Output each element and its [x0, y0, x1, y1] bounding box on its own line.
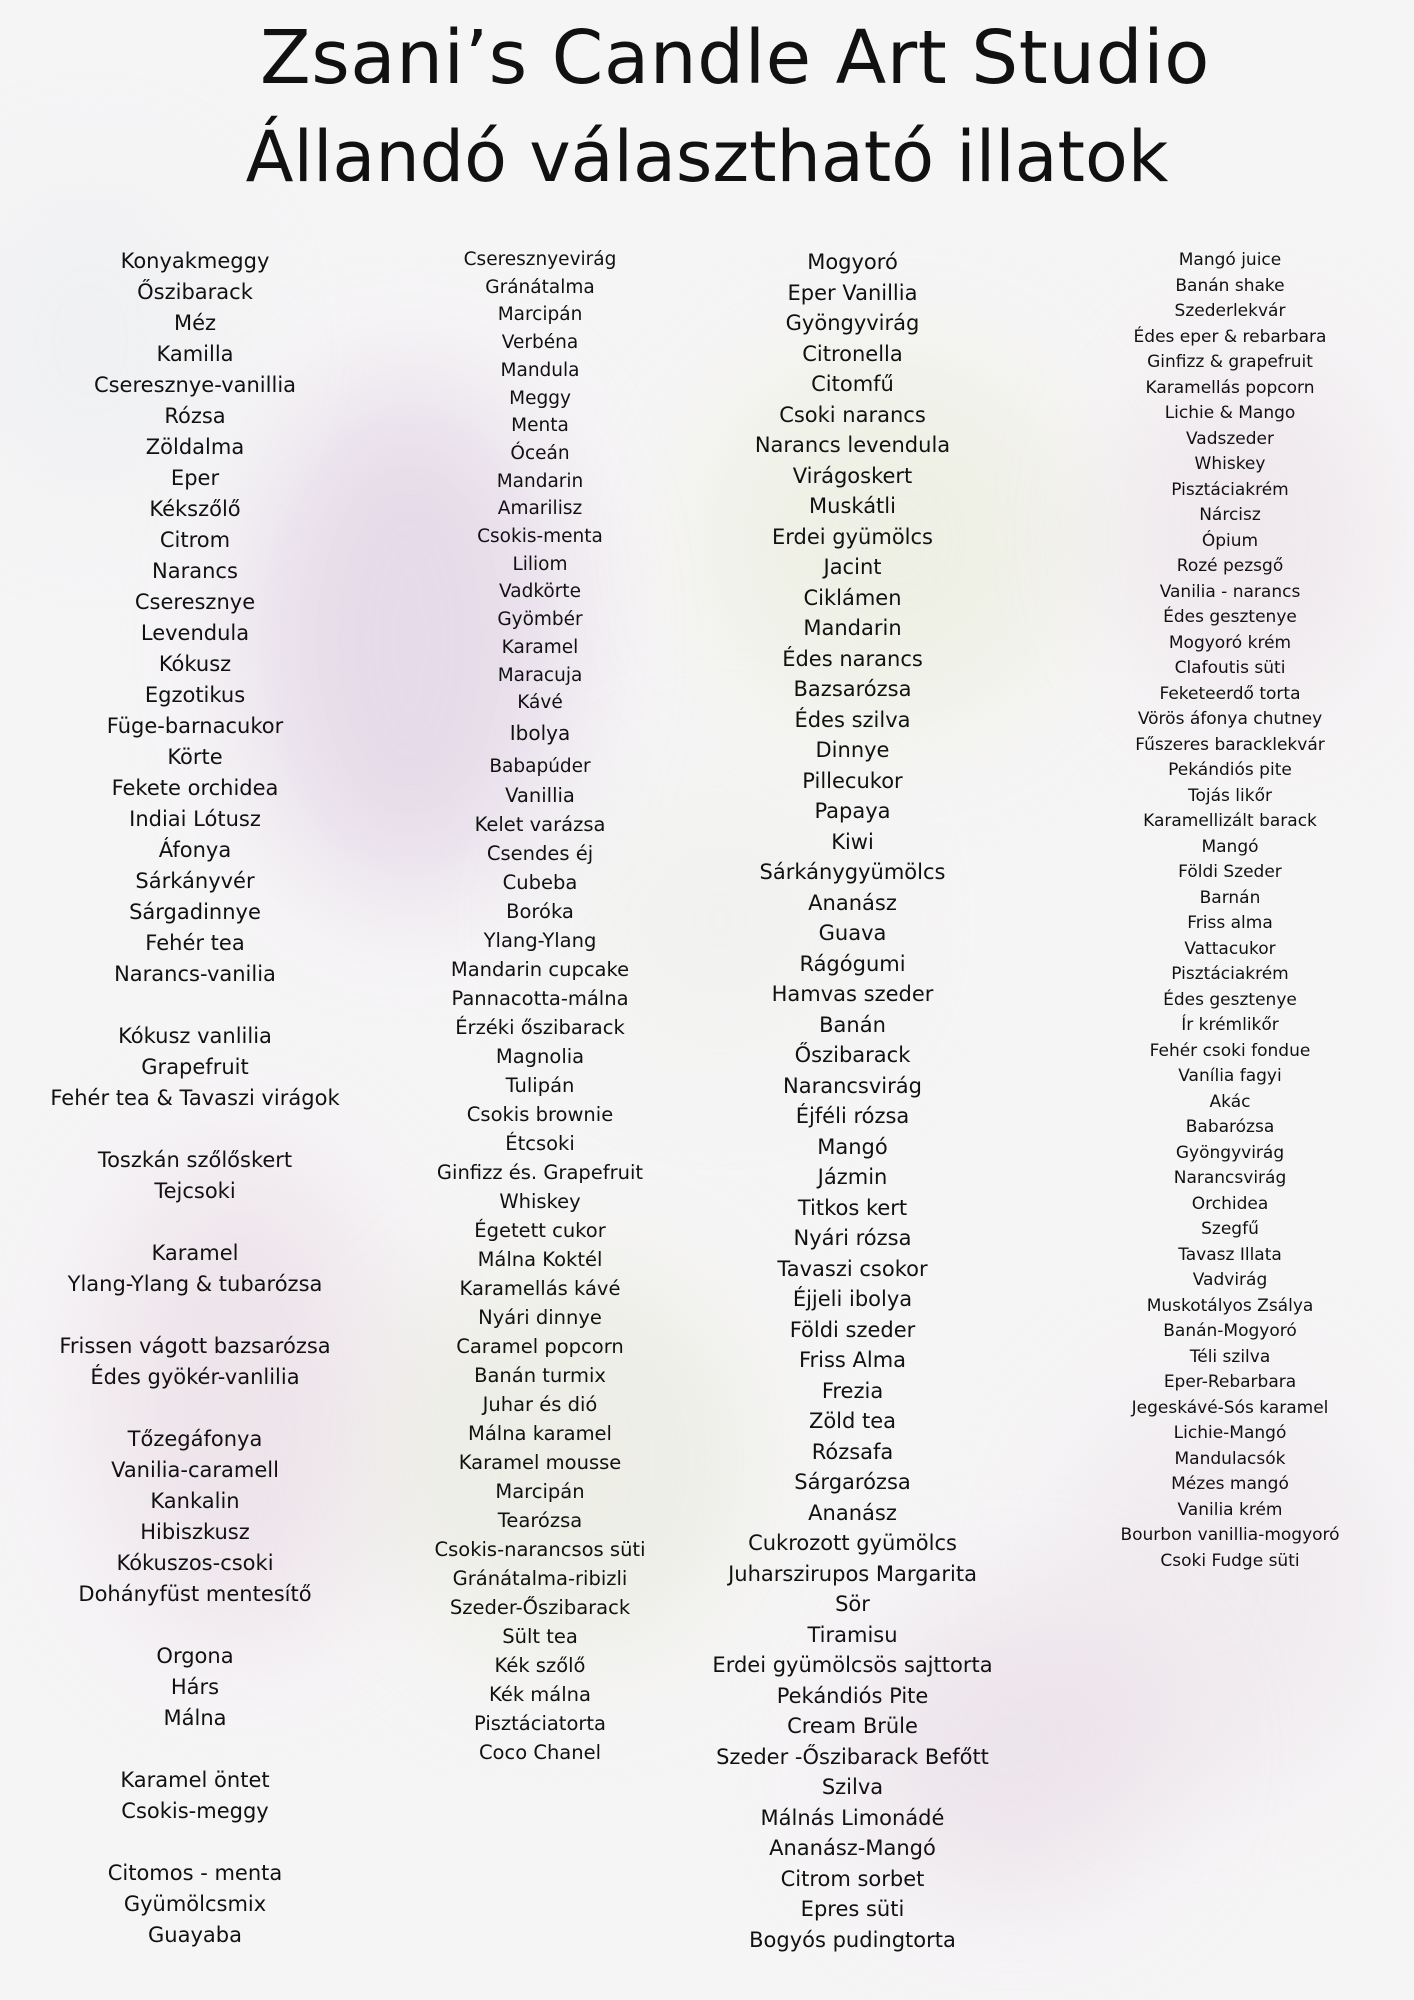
scent-item: Eper — [170, 466, 220, 490]
scent-item: Mandula — [500, 359, 580, 381]
scent-item: Gyöngyvirág — [1175, 1142, 1285, 1163]
scent-item: Pekándiós Pite — [776, 1683, 929, 1708]
scent-item: Vanilia krém — [1177, 1499, 1283, 1520]
scent-item: Kankalin — [150, 1489, 240, 1513]
scent-item: Őszibarack — [794, 1043, 911, 1067]
scent-item: Sárkánygyümölcs — [759, 860, 946, 884]
scent-item: Orgona — [156, 1644, 234, 1668]
scent-item: Ciklámen — [803, 585, 902, 610]
scent-item: Málnás Limonádé — [760, 1805, 945, 1830]
scent-item: Ylang-Ylang & tubarózsa — [67, 1272, 323, 1296]
scent-item: Szegfű — [1201, 1219, 1259, 1239]
scent-item: Málna Koktél — [477, 1247, 603, 1271]
scent-item: Fekete orchidea — [111, 776, 279, 800]
scent-item: Caramel popcorn — [456, 1334, 624, 1358]
scent-item: Égetett cukor — [474, 1218, 606, 1242]
scent-item: Verbéna — [501, 332, 579, 354]
scent-item: Tavaszi csokor — [777, 1256, 928, 1281]
scent-item: Bourbon vanillia-mogyoró — [1120, 1525, 1340, 1545]
scent-item: Földi Szeder — [1178, 862, 1282, 882]
scent-item: Mogyoró — [807, 250, 898, 274]
scent-item: Sárgarózsa — [794, 1470, 911, 1494]
scent-item: Cseresznyevirág — [463, 249, 617, 270]
scent-item: Cseresznye-vanillia — [93, 373, 297, 397]
scent-item: Karamellás popcorn — [1145, 377, 1315, 398]
scent-item: Gránátalma-ribizli — [452, 1566, 628, 1590]
scent-item: Mandulacsók — [1174, 1448, 1286, 1469]
scent-item: Banán shake — [1175, 275, 1285, 296]
scent-item: Narancs levendula — [754, 433, 951, 457]
scent-item: Eper-Rebarbara — [1163, 1372, 1297, 1392]
scent-item: Gyümölcsmix — [123, 1892, 267, 1916]
scent-item: Whiskey — [499, 1189, 581, 1213]
scent-item: Rozé pezsgő — [1176, 556, 1284, 576]
scent-item: Sárkányvér — [135, 869, 255, 893]
page-subtitle: Állandó választható illatok — [245, 116, 1169, 198]
scent-item: Narancsvirág — [1173, 1168, 1287, 1188]
scent-item: Lichie & Mango — [1164, 403, 1296, 423]
scent-item: Jegeskávé-Sós karamel — [1131, 1397, 1329, 1418]
scent-item: Tojás likőr — [1188, 785, 1272, 806]
scent-item: Szeder -Őszibarack Befőtt — [716, 1744, 989, 1769]
scent-item: Szeder-Őszibarack — [449, 1595, 631, 1619]
scent-item: Meggy — [509, 387, 571, 409]
scent-column-3 — [695, 247, 1010, 1955]
scent-item: Éjféli rózsa — [795, 1104, 910, 1128]
scent-item: Virágoskert — [792, 463, 913, 488]
scent-item: Földi szeder — [789, 1317, 916, 1342]
scent-item: Mandarin — [803, 616, 902, 640]
scent-item: Friss Alma — [798, 1348, 907, 1372]
scent-item: Nyári dinnye — [478, 1305, 602, 1329]
scent-item: Édes gesztenye — [1163, 607, 1297, 627]
scent-item: Rágógumi — [799, 951, 906, 976]
scent-item: Karamel öntet — [120, 1768, 270, 1792]
scent-item: Mandarin cupcake — [450, 957, 630, 981]
scent-item: Tavasz Illata — [1178, 1244, 1282, 1265]
scent-item: Pillecukor — [802, 768, 903, 793]
page-title: Zsani’s Candle Art Studio — [260, 15, 1210, 101]
scent-item: Mandarin — [496, 470, 584, 492]
scent-item: Vanilia - narancs — [1159, 581, 1301, 602]
scent-item: Coco Chanel — [478, 1740, 602, 1764]
scent-item: Vadszeder — [1186, 428, 1274, 449]
scent-item: Kiwi — [831, 829, 874, 854]
scent-item: Ananász — [808, 890, 897, 915]
scent-item: Juharszirupos Margarita — [728, 1561, 977, 1586]
scent-item: Pisztáciakrém — [1171, 964, 1289, 984]
scent-item: Citomos - menta — [107, 1861, 283, 1885]
scent-item: Hamvas szeder — [771, 982, 934, 1006]
scent-item: Málna — [163, 1706, 227, 1730]
scent-item: Édes szilva — [794, 707, 911, 732]
scent-item: Tearózsa — [497, 1508, 583, 1532]
scent-item: Tejcsoki — [154, 1179, 236, 1203]
scent-item: Epres süti — [800, 1897, 905, 1921]
scent-item: Édes narancs — [782, 646, 923, 671]
scent-item: Gránátalma — [485, 276, 595, 298]
scent-item: Édes eper & rebarbara — [1133, 326, 1327, 347]
scent-item: Fehér tea — [145, 931, 245, 955]
scent-item: Citrom — [159, 528, 231, 552]
scent-item: Barnán — [1199, 887, 1261, 908]
scent-item: Mangó — [1201, 836, 1259, 857]
scent-item: Citronella — [802, 341, 903, 366]
scent-item: Rózsafa — [811, 1439, 894, 1464]
scent-item: Ibolya — [509, 720, 571, 745]
scent-item: Amarilisz — [497, 498, 583, 520]
scent-item: Grapefruit — [141, 1055, 249, 1079]
scent-item: Citomfű — [811, 372, 894, 396]
scent-item: Ír krémlikőr — [1181, 1015, 1279, 1035]
scent-item: Áfonya — [158, 838, 232, 862]
scent-item: Nyári rózsa — [793, 1226, 912, 1250]
scent-item: Édes gesztenye — [1163, 989, 1297, 1010]
scent-item: Tulipán — [505, 1073, 575, 1097]
scent-item: Mangó — [817, 1134, 888, 1159]
scent-item: Mézes mangó — [1171, 1474, 1289, 1494]
scent-item: Óceán — [510, 442, 570, 464]
scent-item: Narancsvirág — [783, 1073, 922, 1098]
scent-item: Pannacotta-málna — [451, 986, 629, 1010]
scent-item: Rózsa — [164, 404, 226, 428]
scent-item: Érzéki őszibarack — [455, 1015, 625, 1039]
scent-item: Frezia — [821, 1378, 884, 1403]
scent-item: Vanillia — [505, 783, 575, 807]
scent-item: Szederlekvár — [1174, 301, 1286, 321]
scent-item: Étcsoki — [505, 1131, 575, 1155]
scent-item: Cubeba — [502, 870, 578, 894]
scent-item: Magnolia — [495, 1044, 585, 1068]
scent-item: Ananász-Mangó — [769, 1836, 936, 1860]
scent-item: Hibiszkusz — [140, 1520, 250, 1544]
scent-item: Csokis-menta — [477, 526, 603, 548]
scent-item: Akác — [1209, 1091, 1251, 1112]
scent-item: Narancs — [152, 559, 238, 583]
scent-item: Cukrozott gyümölcs — [748, 1531, 957, 1555]
scent-item: Ylang-Ylang — [483, 928, 597, 952]
scent-column-4 — [1080, 248, 1380, 1574]
scent-item: Jázmin — [817, 1165, 888, 1189]
scent-item: Narancs-vanilia — [114, 962, 276, 986]
scent-item: Édes gyökér-vanlilia — [90, 1365, 300, 1389]
scent-item: Ginfizz és. Grapefruit — [436, 1160, 644, 1184]
scent-item: Fűszeres baracklekvár — [1135, 734, 1325, 755]
scent-item: Gyöngyvirág — [785, 311, 920, 335]
scent-item: Papaya — [814, 799, 891, 823]
scent-item: Toszkán szőlőskert — [97, 1148, 293, 1172]
scent-column-2 — [380, 246, 700, 1767]
scent-item: Tőzegáfonya — [127, 1427, 263, 1451]
scent-item: Maracuja — [497, 664, 583, 686]
scent-item: Füge-barnacukor — [106, 714, 284, 738]
scent-item: Banán — [819, 1012, 886, 1037]
scent-item: Ananász — [808, 1500, 897, 1525]
scent-item: Vadvirág — [1192, 1270, 1268, 1290]
scent-item: Guava — [818, 921, 887, 945]
scent-item: Friss alma — [1187, 913, 1273, 933]
scent-item: Marcipán — [495, 1479, 585, 1503]
scent-item: Eper Vanillia — [787, 280, 918, 305]
scent-item: Dohányfüst mentesítő — [78, 1582, 312, 1606]
scent-item: Whiskey — [1194, 454, 1266, 474]
scent-item: Erdei gyümölcsös sajttorta — [712, 1653, 993, 1677]
scent-item: Kókusz — [158, 652, 232, 676]
scent-item: Vattacukor — [1184, 938, 1276, 959]
scent-item: Menta — [511, 415, 569, 437]
scent-item: Guayaba — [148, 1923, 242, 1947]
scent-item: Karamellás kávé — [459, 1276, 621, 1300]
scent-item: Banán-Mogyoró — [1163, 1321, 1297, 1341]
scent-item: Titkos kert — [797, 1195, 908, 1220]
scent-item: Egzotikus — [144, 683, 246, 707]
scent-item: Levendula — [140, 621, 250, 645]
scent-item: Clafoutis süti — [1174, 658, 1286, 678]
scent-item: Cream Brüle — [787, 1714, 918, 1738]
scent-item: Nárcisz — [1199, 505, 1261, 525]
scent-item: Fehér csoki fondue — [1149, 1040, 1311, 1061]
scent-item: Fehér tea & Tavaszi virágok — [50, 1086, 340, 1110]
scent-item: Téli szilva — [1189, 1346, 1271, 1367]
scent-item: Bazsarózsa — [793, 677, 912, 701]
scent-item: Zöld tea — [808, 1409, 897, 1433]
scent-item: Ginfizz & grapefruit — [1147, 352, 1313, 372]
scent-item: Karamel mousse — [458, 1450, 622, 1474]
scent-item: Juhar és dió — [482, 1392, 598, 1416]
scent-item: Körte — [167, 745, 223, 769]
scent-item: Jacint — [823, 555, 882, 579]
scent-item: Kékszőlő — [149, 497, 241, 521]
scent-item: Csokis-narancsos süti — [434, 1537, 646, 1561]
scent-item: Éjjeli ibolya — [792, 1287, 913, 1311]
scent-item: Konyakmeggy — [120, 249, 270, 273]
scent-item: Citrom sorbet — [780, 1866, 925, 1891]
scent-item: Sárgadinnye — [129, 900, 261, 924]
scent-item: Pisztáciakrém — [1171, 479, 1289, 500]
scent-item: Kókuszos-csoki — [116, 1551, 274, 1575]
scent-item: Sült tea — [502, 1624, 578, 1648]
scent-item: Hárs — [170, 1675, 220, 1699]
scent-item: Pisztáciatorta — [473, 1711, 606, 1735]
scent-item: Őszibarack — [137, 280, 253, 304]
scent-item: Muskátli — [809, 494, 896, 518]
scent-column-1 — [20, 246, 370, 1951]
scent-item: Kamilla — [156, 342, 234, 366]
scent-item: Vadkörte — [499, 581, 581, 603]
scent-item: Csoki narancs — [779, 402, 926, 427]
scent-item: Málna karamel — [468, 1421, 612, 1445]
scent-item: Lichie-Mangó — [1173, 1423, 1287, 1443]
scent-item: Vanilia-caramell — [111, 1458, 279, 1482]
scent-item: Babarózsa — [1185, 1117, 1275, 1137]
scent-item: Csokis brownie — [466, 1102, 614, 1126]
scent-item: Vörös áfonya chutney — [1137, 709, 1323, 729]
scent-item: Kávé — [517, 692, 563, 714]
scent-item: Banán turmix — [474, 1363, 606, 1387]
scent-item: Mogyoró krém — [1168, 632, 1292, 653]
scent-item: Tiramisu — [807, 1622, 898, 1647]
scent-item: Boróka — [506, 899, 574, 923]
scent-item: Szilva — [821, 1775, 884, 1799]
scent-item: Gyömbér — [497, 609, 583, 631]
scent-item: Zöldalma — [145, 435, 245, 459]
scent-item: Kék málna — [489, 1682, 591, 1706]
scent-item: Karamel — [501, 636, 579, 658]
scent-item: Dinnye — [815, 738, 890, 762]
scent-item: Pekándiós pite — [1168, 760, 1292, 780]
scent-item: Mangó juice — [1178, 250, 1282, 270]
scent-item: Kelet varázsa — [474, 812, 606, 836]
scent-item: Indiai Lótusz — [129, 807, 261, 831]
scent-item: Vanília fagyi — [1178, 1066, 1282, 1086]
scent-item: Muskotályos Zsálya — [1146, 1295, 1314, 1316]
scent-item: Cseresznye — [134, 590, 256, 614]
scent-item: Csoki Fudge süti — [1160, 1550, 1300, 1571]
scent-item: Kék szőlő — [494, 1653, 586, 1677]
scent-item: Liliom — [512, 553, 568, 575]
scent-item: Karamellizált barack — [1143, 811, 1317, 831]
scent-item: Csendes éj — [486, 841, 594, 865]
scent-item: Bogyós pudingtorta — [749, 1927, 956, 1952]
scent-item: Frissen vágott bazsarózsa — [59, 1334, 331, 1358]
scent-item: Kókusz vanlilia — [118, 1024, 272, 1048]
scent-item: Orchidea — [1191, 1193, 1269, 1214]
scent-item: Erdei gyümölcs — [772, 524, 933, 549]
scent-item: Ópium — [1201, 530, 1259, 551]
scent-item: Sör — [835, 1592, 870, 1616]
scent-item: Karamel — [151, 1241, 239, 1265]
scent-item: Csokis-meggy — [121, 1799, 269, 1823]
scent-item: Babapúder — [489, 755, 591, 777]
scent-item: Méz — [173, 311, 217, 335]
scent-item: Feketeerdő torta — [1159, 683, 1301, 704]
scent-item: Marcipán — [497, 304, 583, 326]
